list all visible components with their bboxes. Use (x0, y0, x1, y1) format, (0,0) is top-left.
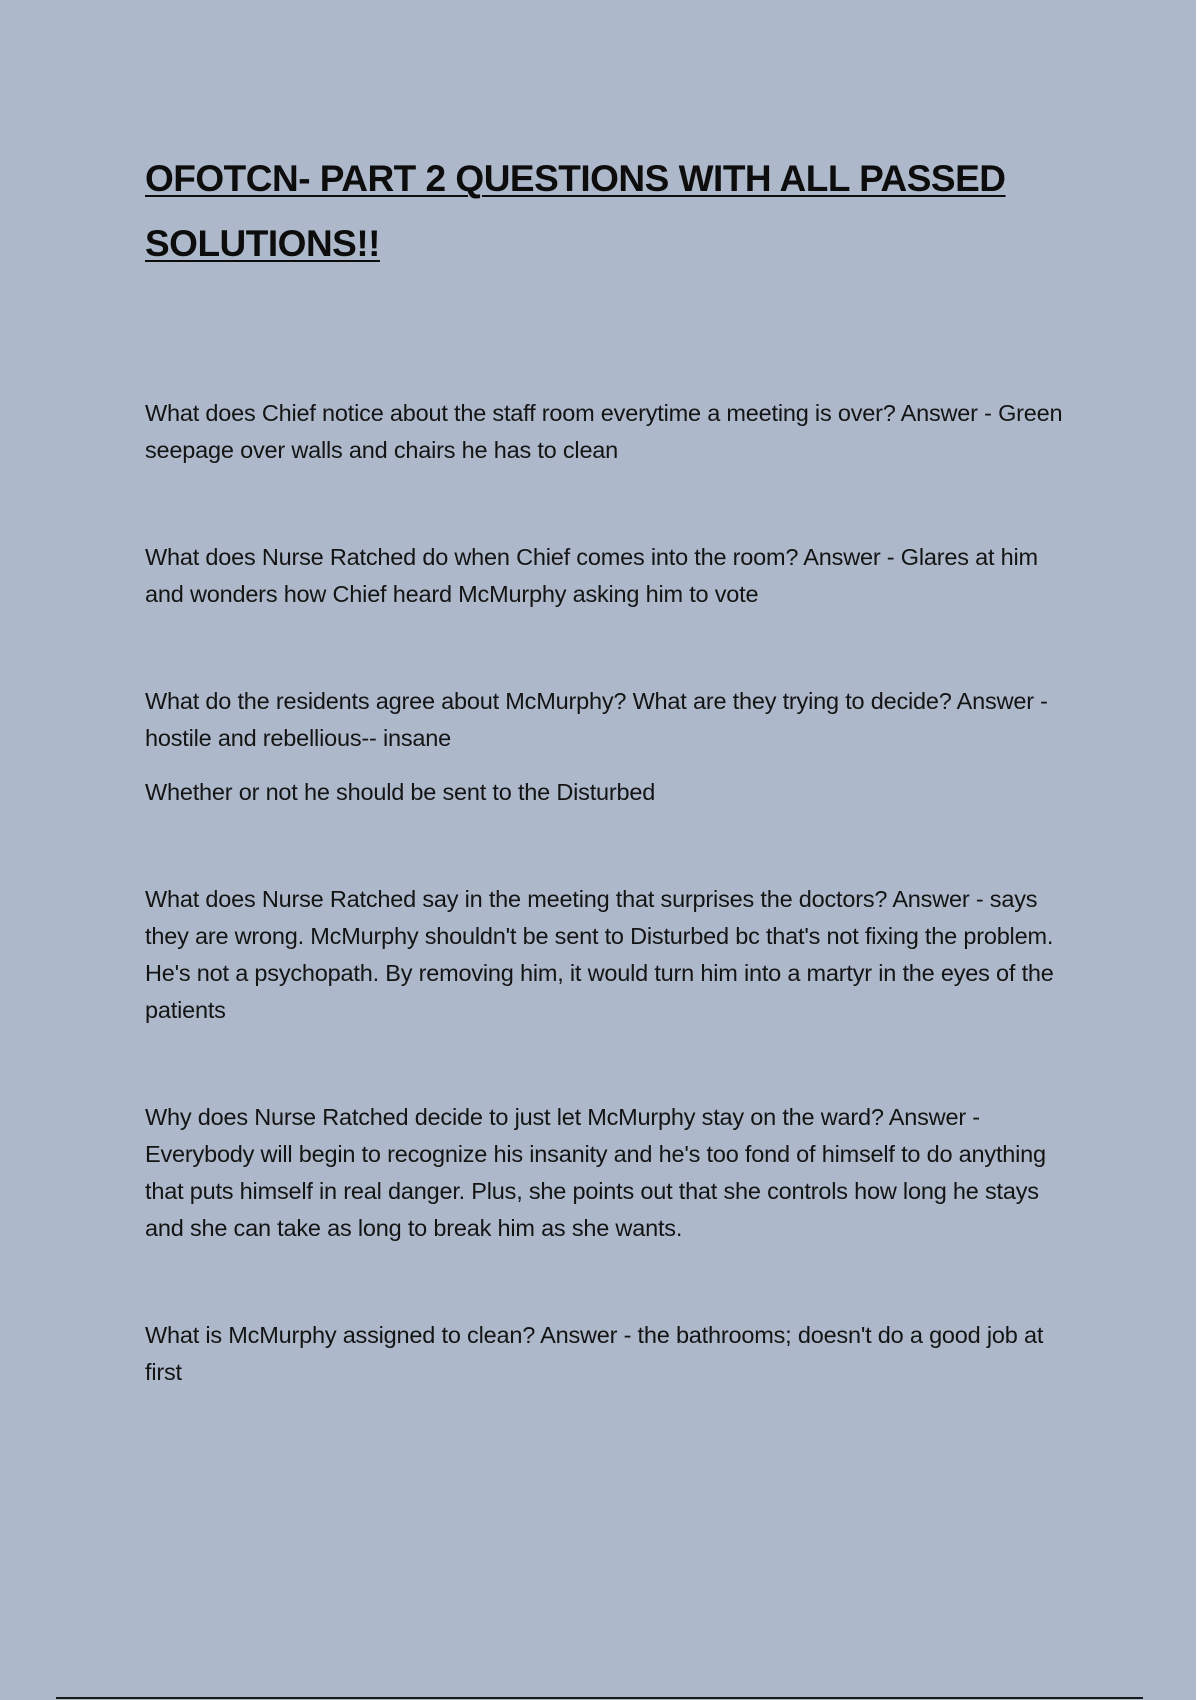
page-right-edge (1196, 0, 1200, 1700)
qa-item-nurse-meeting: What does Nurse Ratched say in the meeting that surprises the doctors? Answer - says they are wrong. McMurphy shouldn't be sent to Disturbed bc that's not fixing the problem. He's not a psychopath. By removing him, it would turn him into a martyr in the eyes of the patients (145, 886, 1054, 1023)
document-title: OFOTCN- PART 2 QUESTIONS WITH ALL PASSED SOLUTIONS!! (145, 158, 1006, 264)
qa-item-residents-agree-continued: Whether or not he should be sent to the Disturbed (145, 779, 656, 805)
qa-item-chief-staff-room: What does Chief notice about the staff room everytime a meeting is over? Answer - Green seepage over walls and chairs he has to clean (145, 400, 1063, 463)
qa-item-residents-agree: What do the residents agree about McMurphy? What are they trying to decide? Answer - hostile and rebellious-- insane (145, 688, 1048, 751)
qa-list (145, 395, 1080, 1391)
qa-item-assigned-clean: What is McMurphy assigned to clean? Answer - the bathrooms; doesn't do a good job at first (145, 1322, 1044, 1385)
qa-item-nurse-glares: What does Nurse Ratched do when Chief comes into the room? Answer - Glares at him and wonders how Chief heard McMurphy asking him to vote (145, 544, 1038, 607)
footer-divider (56, 1697, 1143, 1699)
qa-item-nurse-lets-stay: Why does Nurse Ratched decide to just let McMurphy stay on the ward? Answer - Everybody will begin to recognize his insanity and he's too fond of himself to do anything that puts himself in real danger. Plus, she points out that she controls how long he stays and she can take as long to break him as she wants. (145, 1104, 1046, 1241)
